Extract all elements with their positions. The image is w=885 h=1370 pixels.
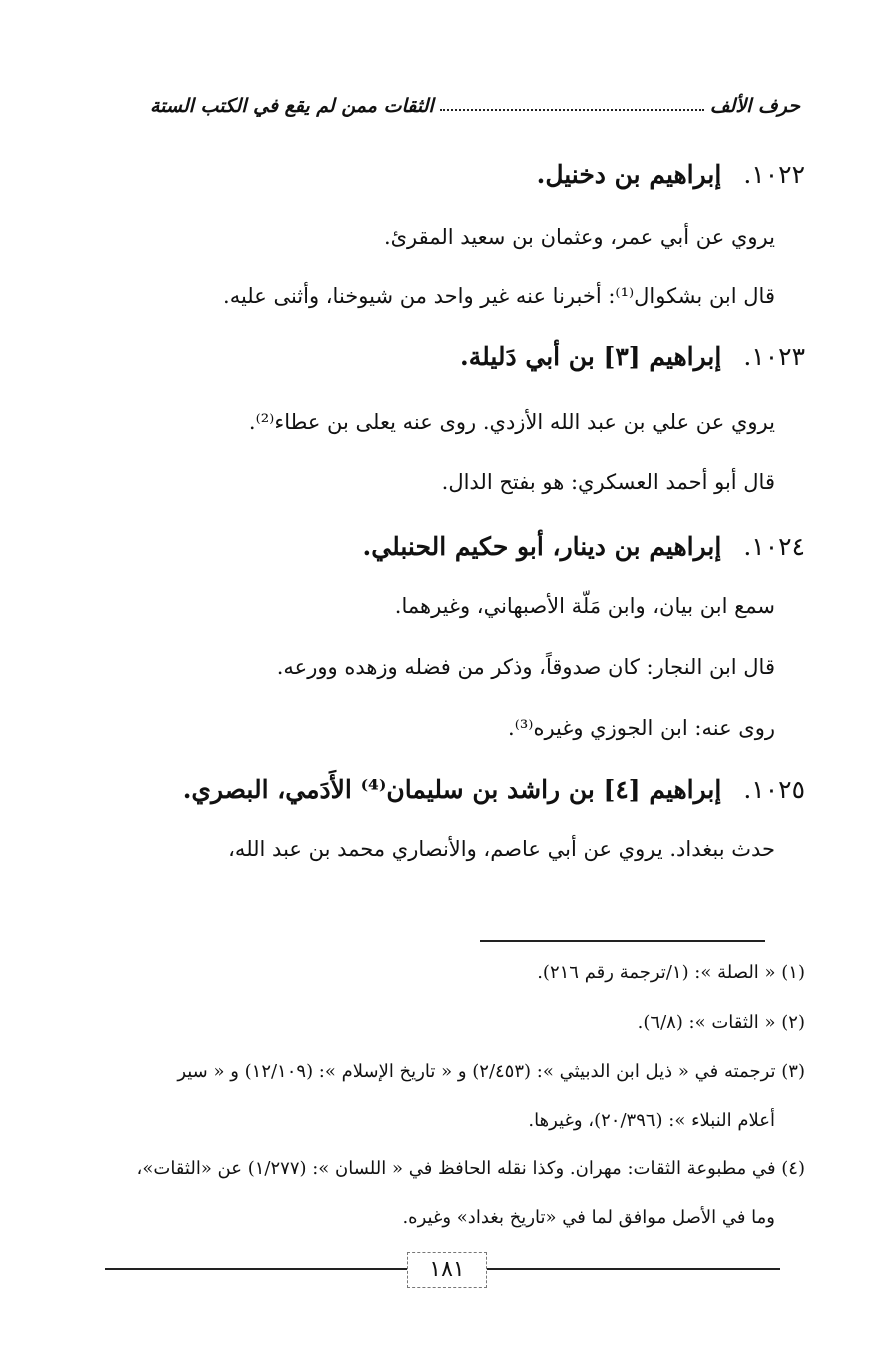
header-section-title: حرف الألف	[709, 95, 800, 117]
footnote-continuation: أعلام النبلاء »: (٢٠/٣٩٦)، وغيرها.	[528, 1110, 775, 1131]
entry-heading	[363, 532, 805, 561]
entry-heading	[183, 775, 805, 804]
entry-line: سمع ابن بيان، وابن مَلّة الأصبهاني، وغيرهما.	[394, 594, 775, 618]
footnote: (٣) ترجمته في « ذيل ابن الدبيثي »: (٢/٤٥٣) و « تاريخ الإسلام »: (١٢/١٠٩) و « سير	[177, 1061, 805, 1082]
entry-line: روى عنه: ابن الجوزي وغيره⁽³⁾.	[508, 716, 775, 740]
entry-line: قال ابن النجار: كان صدوقاً، وذكر من فضله وزهده وورعه.	[276, 655, 775, 679]
header-dot-leader	[440, 95, 704, 111]
entry-line: حدث ببغداد. يروي عن أبي عاصم، والأنصاري محمد بن عبد الله،	[228, 837, 775, 861]
entry-number: ١٠٢٣.	[743, 342, 805, 371]
entry-heading	[460, 342, 805, 371]
entry-line: قال ابن بشكوال⁽¹⁾: أخبرنا عنه غير واحد من شيوخنا، وأثنى عليه.	[223, 284, 775, 308]
entry-title: إبراهيم بن دينار، أبو حكيم الحنبلي.	[362, 532, 722, 561]
entry-line: يروي عن أبي عمر، وعثمان بن سعيد المقرئ.	[383, 225, 775, 249]
footnote-continuation: وما في الأصل موافق لما في «تاريخ بغداد» وغيره.	[402, 1207, 775, 1228]
footnote: (٤) في مطبوعة الثقات: مهران. وكذا نقله الحافظ في « اللسان »: (١/٢٧٧) عن «الثقات»،	[136, 1158, 805, 1179]
footnote: (٢) « الثقات »: (٦/٨).	[637, 1012, 805, 1033]
entry-line: يروي عن علي بن عبد الله الأزدي. روى عنه يعلى بن عطاء⁽²⁾.	[248, 410, 775, 434]
entry-heading	[537, 160, 805, 189]
running-header	[150, 95, 800, 117]
footnote-separator	[480, 940, 765, 942]
header-book-title: الثقات ممن لم يقع في الكتب الستة	[150, 95, 434, 117]
entry-line: قال أبو أحمد العسكري: هو بفتح الدال.	[441, 470, 775, 494]
entry-number: ١٠٢٤.	[743, 532, 805, 561]
page-number: ١٨١	[407, 1252, 487, 1288]
entry-title: إبراهيم [٣] بن أبي دَليلة.	[459, 342, 722, 371]
footnote: (١) « الصلة »: (١/ترجمة رقم ٢١٦).	[537, 962, 805, 983]
entry-title: إبراهيم بن دخنيل.	[536, 160, 722, 189]
entry-number: ١٠٢٥.	[743, 775, 805, 804]
entry-number: ١٠٢٢.	[743, 160, 805, 189]
entry-title: إبراهيم [٤] بن راشد بن سليمان⁽⁴⁾ الأَدَمي، البصري.	[182, 775, 722, 804]
